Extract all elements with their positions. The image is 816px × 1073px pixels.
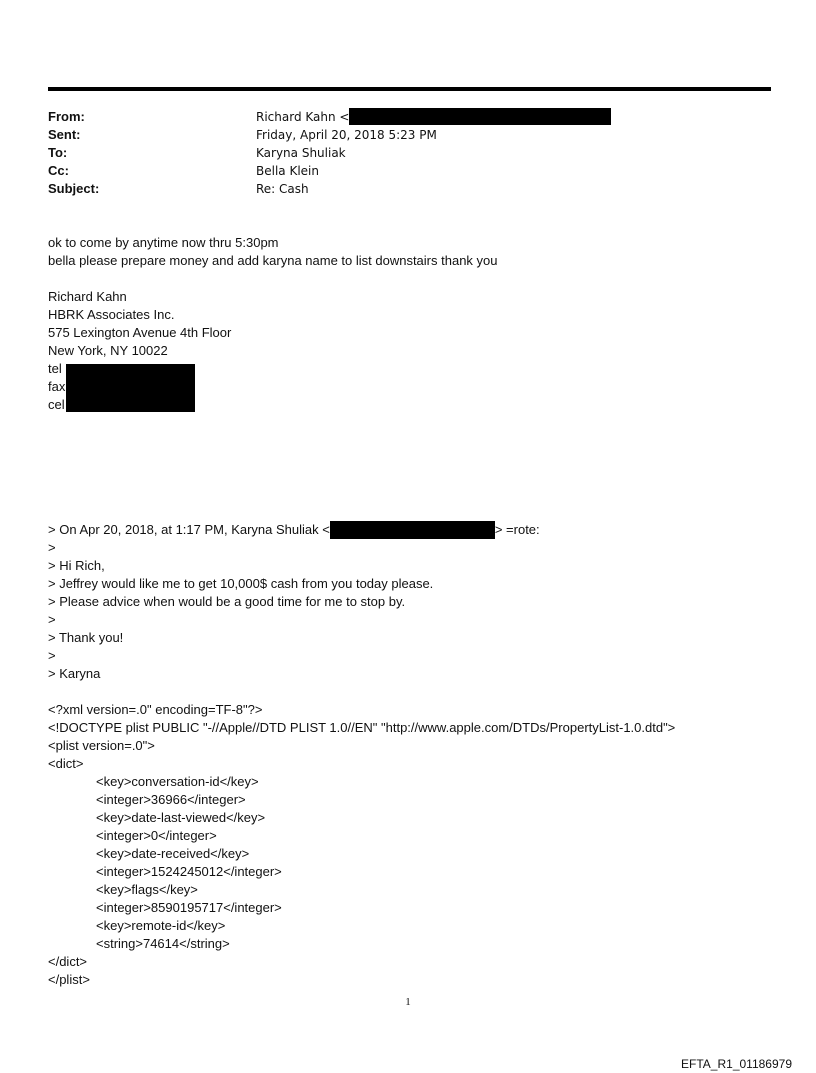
plist-line: <plist version=.0"> [48, 738, 155, 753]
plist-line: <integer>8590195717</integer> [96, 900, 282, 915]
message-body [48, 234, 498, 270]
redaction-box [66, 364, 195, 412]
signature-name: Richard Kahn [48, 289, 127, 304]
email-header [48, 108, 611, 198]
cc-label: Cc: [48, 163, 69, 178]
quoted-line: > Thank you! [48, 630, 124, 645]
cel-label: cel [48, 397, 65, 412]
plist-line: <key>conversation-id</key> [96, 774, 259, 789]
from-label: From: [48, 109, 85, 124]
sent-label: Sent: [48, 127, 81, 142]
from-value [256, 108, 611, 126]
header-rule [48, 87, 771, 91]
sent-value: Friday, April 20, 2018 5:23 PM [256, 128, 437, 142]
fax-label: fax [48, 379, 66, 394]
quoted-intro-prefix: > On Apr 20, 2018, at 1:17 PM, Karyna Shuliak < [48, 522, 330, 537]
plist-line: </plist> [48, 972, 90, 987]
plist-line: <integer>36966</integer> [96, 792, 246, 807]
plist-line: <integer>0</integer> [96, 828, 217, 843]
quoted-line: > [48, 612, 56, 627]
quoted-line: > Please advice when would be a good time for me to stop by. [48, 594, 406, 609]
plist-line: <dict> [48, 756, 84, 771]
to-row [48, 144, 611, 162]
plist-line: <integer>1524245012</integer> [96, 864, 282, 879]
to-label: To: [48, 145, 68, 160]
plist-line: <key>date-received</key> [96, 846, 250, 861]
redaction-box [330, 521, 495, 539]
to-value: Karyna Shuliak [256, 146, 346, 160]
subject-value: Re: Cash [256, 182, 309, 196]
message-line: ok to come by anytime now thru 5:30pm [48, 235, 279, 250]
page-number: 1 [405, 996, 411, 1008]
quoted-line: > Jeffrey would like me to get 10,000$ cash from you today please. [48, 576, 434, 591]
quoted-message [48, 521, 540, 683]
plist-line: <key>remote-id</key> [96, 918, 226, 933]
from-row [48, 108, 611, 126]
tel-label: tel [48, 361, 62, 376]
sent-row [48, 126, 611, 144]
plist-line: <string>74614</string> [96, 936, 230, 951]
subject-row [48, 180, 611, 198]
signature-company: HBRK Associates Inc. [48, 307, 175, 322]
message-line: bella please prepare money and add karyna name to list downstairs thank you [48, 253, 498, 268]
plist-line: <key>flags</key> [96, 882, 198, 897]
plist-line: <!DOCTYPE plist PUBLIC "-//Apple//DTD PLIST 1.0//EN" "http://www.apple.com/DTDs/PropertyList-1.0.dtd"> [48, 720, 676, 735]
document-id: EFTA_R1_01186979 [681, 1057, 792, 1071]
plist-block [48, 701, 675, 989]
subject-label: Subject: [48, 181, 100, 196]
plist-line: </dict> [48, 954, 88, 969]
quoted-line: > Karyna [48, 666, 101, 681]
quoted-intro-suffix: > =rote: [494, 522, 540, 537]
plist-line: <?xml version=.0" encoding=TF-8"?> [48, 702, 263, 717]
signature-address-2: New York, NY 10022 [48, 343, 168, 358]
quoted-line: > [48, 648, 56, 663]
quoted-line: > [48, 540, 56, 555]
from-text: Richard Kahn < [256, 110, 350, 124]
cc-row [48, 162, 611, 180]
quoted-intro [48, 521, 540, 539]
quoted-line: > Hi Rich, [48, 558, 105, 573]
signature-block [48, 288, 231, 414]
redaction-box [349, 108, 611, 125]
signature-address-1: 575 Lexington Avenue 4th Floor [48, 325, 232, 340]
cc-value: Bella Klein [256, 164, 319, 178]
plist-line: <key>date-last-viewed</key> [96, 810, 266, 825]
